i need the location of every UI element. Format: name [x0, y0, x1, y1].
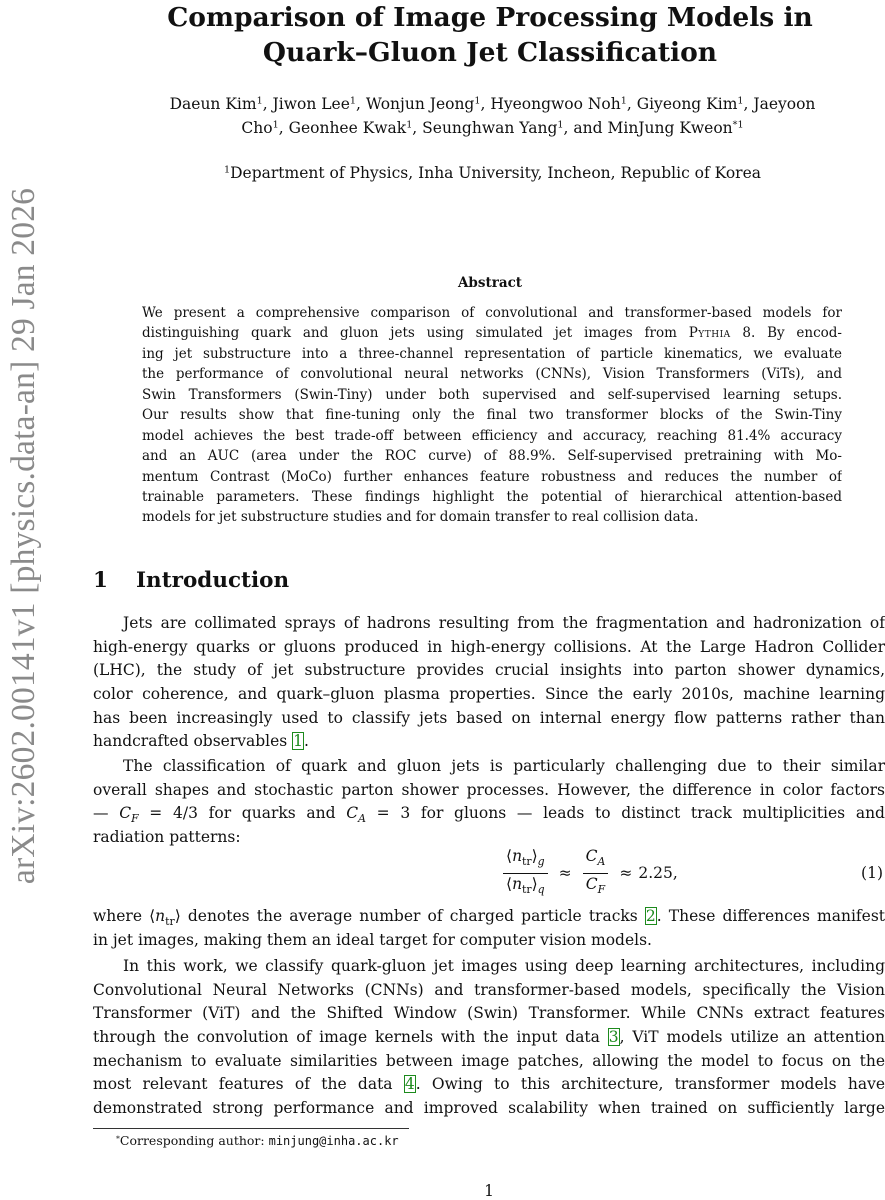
- paragraph-line: high-energy quarks or gluons produced in high-energy collisions. At the Large Hadron Collider: [93, 637, 885, 656]
- affiliation-marker: 1: [224, 164, 231, 176]
- section-title: Introduction: [136, 568, 290, 593]
- abstract-line: Our results show that fine-tuning only the final two transformer blocks of the Swin-Tiny: [142, 407, 842, 424]
- paragraph-line: Jets are collimated sprays of hadrons resulting from the fragmentation and hadronization of: [123, 614, 885, 632]
- paragraph-line: [93, 905, 885, 929]
- author-name: Geonhee Kwak: [288, 118, 407, 137]
- corresponding-author-marker: *1: [732, 119, 744, 131]
- footnote-marker: *: [116, 1133, 120, 1143]
- paragraph-line: Convolutional Neural Networks (CNNs) and transformer-based models, specifically the Vision: [93, 980, 885, 999]
- arxiv-id-text: arXiv:2602.00141v1 [physics.data-an] 29 Jan 2026: [5, 187, 43, 884]
- paragraph-line: [93, 1026, 885, 1050]
- author-name: Daeun Kim: [169, 95, 257, 113]
- fraction-color-factors: [583, 846, 609, 899]
- abstract-line: mentum Contrast (MoCo) further enhances feature robustness and reduces the number of: [142, 468, 842, 485]
- paragraph-text: . Owing to this architecture, transformer models have: [415, 1075, 885, 1094]
- citation-link[interactable]: [608, 1028, 620, 1046]
- paragraph-3: [93, 905, 885, 952]
- paragraph-text: , ViT models utilize an attention: [619, 1028, 885, 1047]
- equation-1: [93, 848, 885, 898]
- citation-number: 1: [293, 732, 304, 751]
- abstract-line: Swin Transformers (Swin-Tiny) under both supervised and self-supervised learning setups.: [142, 386, 842, 403]
- paragraph-line: [93, 730, 885, 754]
- citation-number: 2: [645, 907, 656, 925]
- paragraph-1: [93, 612, 885, 754]
- footnote-divider: [93, 1128, 409, 1129]
- citation-link[interactable]: [404, 1075, 416, 1093]
- fraction-numerator: $C_A$: [583, 846, 609, 873]
- paragraph-line: demonstrated strong performance and improved scalability when trained on sufficiently large: [93, 1099, 885, 1118]
- paragraph-text: .: [304, 732, 309, 751]
- abstract-line: ing jet substructure into a three-channel representation of particle kinematics, we evaluate: [142, 345, 842, 362]
- author-name-first-part: Jaeyoon: [753, 95, 816, 113]
- fraction-numerator: $⟨n_{tr}⟩_g$: [503, 846, 548, 873]
- author-affiliation-marker: 1: [272, 119, 279, 131]
- title-line-2: Quark–Gluon Jet Classification: [262, 37, 718, 68]
- page-number: 1: [484, 1182, 494, 1200]
- abstract-line: model achieves the best trade-off between efficiency and accuracy, reaching 81.4% accuracy: [142, 427, 842, 444]
- paragraph-text: handcrafted observables: [93, 732, 293, 751]
- author-affiliation-marker: 1: [737, 95, 744, 107]
- paragraph-line: — $C_F = 4/3$ for quarks and $C_A = 3$ for gluons — leads to distinct track multiplicities and: [93, 804, 885, 826]
- author-affiliation-marker: 1: [349, 95, 356, 107]
- author-affiliation-marker: 1: [474, 95, 481, 107]
- author-affiliation-marker: 1: [620, 95, 627, 107]
- author-affiliation-marker: 1: [557, 119, 564, 131]
- paragraph-line: In this work, we classify quark-gluon jet images using deep learning architectures, including: [123, 957, 885, 975]
- author-affiliation-marker: 1: [256, 95, 263, 107]
- equation-value: 2.25,: [638, 864, 678, 882]
- author-name: Seunghwan Yang: [422, 118, 558, 137]
- fraction-track-ratio: [503, 846, 548, 899]
- paragraph-line: [93, 1073, 885, 1097]
- abstract-line: distinguishing quark and gluon jets using simulated jet images from Pythia 8. By encod-: [142, 325, 842, 342]
- paragraph-line: has been increasingly used to classify jets based on internal energy flow patterns rather than: [93, 708, 885, 727]
- citation-link[interactable]: [645, 907, 657, 925]
- paragraph-text: through the convolution of image kernels with the input data: [93, 1028, 608, 1047]
- paragraph-line: mechanism to evaluate similarities between image patches, allowing the model to focus on the: [93, 1051, 885, 1070]
- equation-body: [498, 848, 678, 898]
- abstract-line: the performance of convolutional neural networks (CNNs), Vision Transformers (ViTs), and: [142, 366, 842, 383]
- citation-number: 4: [404, 1075, 415, 1094]
- paragraph-line: The classification of quark and gluon jets is particularly challenging due to their similar: [123, 757, 885, 775]
- author-name: Wonjun Jeong: [365, 95, 475, 113]
- abstract-body: [142, 303, 842, 528]
- fraction-denominator: $C_F$: [585, 874, 606, 896]
- approx-sign: ≈: [558, 864, 572, 882]
- author-list: [100, 93, 885, 140]
- footnote-label: Corresponding author:: [119, 1133, 269, 1148]
- affiliation: [100, 161, 885, 185]
- author-affiliation-marker: 1: [406, 119, 413, 131]
- abstract-line: trainable parameters. These findings highlight the potential of hierarchical attention-based: [142, 488, 842, 505]
- author-email-link[interactable]: minjung@inha.ac.kr: [268, 1134, 399, 1148]
- author-name: Giyeong Kim: [636, 95, 738, 113]
- fraction-denominator: $⟨n_{tr}⟩_q$: [506, 874, 545, 896]
- approx-sign: ≈: [619, 864, 633, 882]
- paragraph-line: in jet images, making them an ideal target for computer vision models.: [93, 930, 652, 949]
- paragraph-line: radiation patterns:: [93, 828, 241, 847]
- equation-number: (1): [861, 864, 883, 882]
- author-name: MinJung Kweon: [607, 118, 733, 137]
- affiliation-text: Department of Physics, Inha University, Incheon, Republic of Korea: [230, 164, 761, 182]
- paragraph-text: most relevant features of the data: [93, 1075, 404, 1094]
- arxiv-identifier-stamp: [2, 168, 46, 903]
- paper-title: [95, 0, 885, 70]
- paragraph-line: Transformer (ViT) and the Shifted Window (Swin) Transformer. While CNNs extract features: [93, 1004, 885, 1023]
- abstract-line: models for jet substructure studies and for domain transfer to real collision data.: [142, 509, 699, 526]
- paragraph-line: color coherence, and quark–gluon plasma properties. Since the early 2010s, machine learning: [93, 685, 885, 704]
- citation-number: 3: [608, 1028, 619, 1047]
- section-number: 1: [93, 568, 108, 593]
- title-line-1: Comparison of Image Processing Models in: [167, 2, 813, 33]
- abstract-heading: Abstract: [457, 275, 523, 291]
- author-name: Hyeongwoo Noh: [490, 95, 621, 113]
- paragraph-line: overall shapes and stochastic parton shower processes. However, the difference in color factors: [93, 780, 885, 799]
- paragraph-text: where $⟨n_{tr}⟩$ denotes the average number of charged particle tracks: [93, 907, 645, 929]
- paragraph-4: [93, 955, 885, 1121]
- paragraph-line: (LHC), the study of jet substructure provides crucial insights into parton shower dynamics,: [93, 661, 885, 680]
- paragraph-text: . These differences manifest: [656, 907, 885, 925]
- author-line-2: Cho$^1$, Geonhee Kwak$^1$, Seunghwan Yang$^1$, and MinJung Kweon$^{*1}$: [241, 118, 744, 137]
- abstract-line: and an AUC (area under the ROC curve) of 88.9%. Self-supervised pretraining with Mo-: [142, 448, 842, 465]
- author-conjunction: and: [573, 118, 603, 137]
- footnote-corresponding-author: [116, 1132, 399, 1150]
- author-line-1: Daeun Kim$^1$, Jiwon Lee$^1$, Wonjun Jeong$^1$, Hyeongwoo Noh$^1$, Giyeong Kim$^1$, Jaeyoon: [169, 95, 816, 113]
- section-heading-introduction: [93, 567, 289, 595]
- abstract-line: We present a comprehensive comparison of convolutional and transformer-based models for: [142, 305, 842, 321]
- citation-link[interactable]: [292, 732, 304, 750]
- paragraph-2: [93, 755, 885, 850]
- author-name: Jiwon Lee: [272, 95, 350, 113]
- author-name-last-part: Cho: [241, 118, 273, 137]
